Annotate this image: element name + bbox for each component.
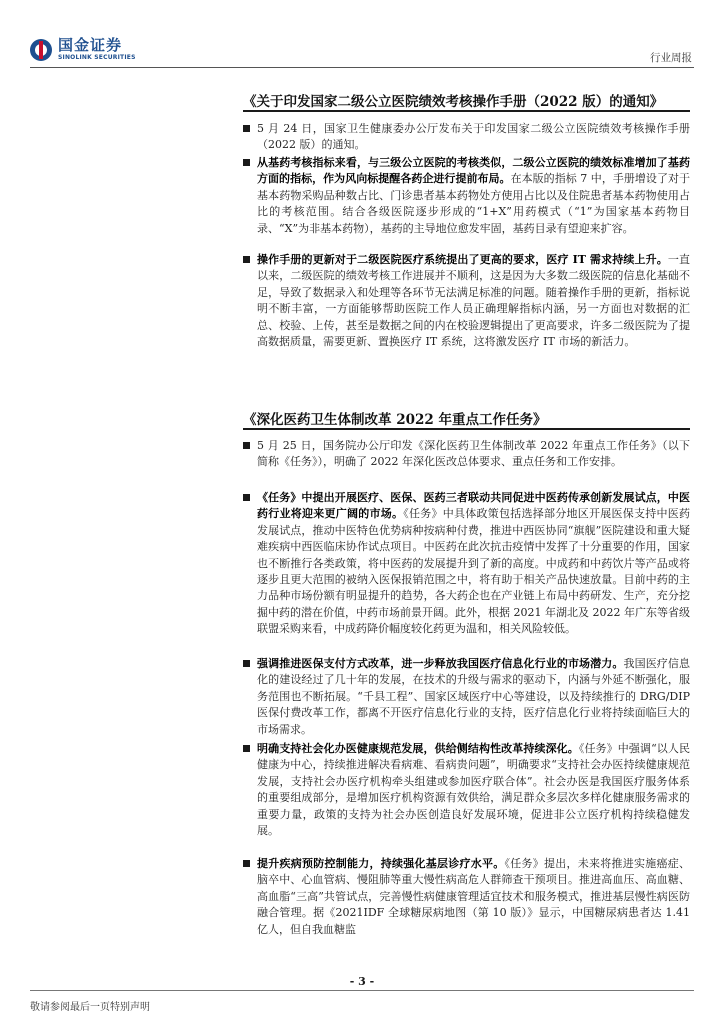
bullet-heading: 明确支持社会化办医健康规范发展，供给侧结构性改革持续深化。	[257, 742, 579, 755]
bullet-text: 在本版的指标 7 中，手册增设了对于基本药物采购品种数占比、门诊患者基本药物处方使用占比以及住院患者基本药物使用占比的考核范围。结合各级医院逐步形成的“1+X”用药模式（“1”为国家基本药物目录、“X”为非基本药物），基药的主导地位愈发牢固，基药目录有望迎来扩容。	[257, 172, 690, 235]
bullet-text: 《任务》中强调“以人民健康为中心，持续推进解决看病难、看病贵问题”，明确要求“支持社会办医持续健康规范发展，支持社会办医疗机构牵头组建或参加医疗联合体”。社会办医是我国医疗服务体系的重要组成部分，是增加医疗机构资源有效供给，满足群众多层次多样化健康服务需求的重要力量，政策的支持为社会办医创造良好发展环境，促进非公立医疗机构持续稳健发展。	[257, 742, 691, 838]
page-number: - 3 -	[349, 975, 375, 988]
disclaimer-note: 敬请参阅最后一页特别声明	[30, 1002, 150, 1013]
bullet-text: 5 月 24 日，国家卫生健康委办公厅发布关于印发国家二级公立医院绩效考核操作手册（2022 版）的通知。	[257, 122, 690, 152]
sinolink-logo-icon	[30, 39, 52, 61]
bullet-item	[243, 252, 690, 350]
bullet-text: 一直以来，二级医院的绩效考核工作进展并不顺利，这是因为大多数二级医院的信息化基础不足，导致了数据录入和处理等各环节无法满足标准的问题。随着操作手册的更新，指标说明不断丰富，一方面能够帮助医院工作人员正确理解指标内涵，另一方面也对数据的汇总、校验、上传，甚至是数据之间的内在校验逻辑提出了更高要求，许多二级医院为了提高数据质量，需要更新、置换医疗 IT 系统，这将激发医疗 IT 市场的新活力。	[257, 253, 690, 349]
bullet-heading: 《任务》中提出开展医疗、医保、医药三者联动共同促进中医药传承创新发展试点，中医药行业将迎来更广阔的市场。	[257, 491, 690, 521]
section-title: 《深化医药卫生体制改革 2022 年重点工作任务》	[243, 412, 547, 428]
bullet-heading: 操作手册的更新对于二级医院医疗系统提出了更高的要求，医疗 IT 需求持续上升。	[257, 253, 668, 266]
section-divider	[243, 428, 690, 430]
report-type: 行业周报	[650, 52, 692, 64]
bullet-item	[243, 438, 690, 471]
bullet-text: 5 月 25 日，国务院办公厅印发《深化医药卫生体制改革 2022 年重点工作任务》（以下简称《任务》），明确了 2022 年深化医改总体要求、重点任务和工作安排。	[257, 439, 690, 469]
bullet-item	[243, 155, 690, 237]
bullet-square-icon	[243, 125, 250, 132]
bullet-square-icon	[243, 256, 250, 263]
bullet-item	[243, 741, 690, 839]
company-logo	[30, 38, 136, 61]
bullet-item	[243, 490, 690, 638]
bullet-square-icon	[243, 860, 250, 867]
bullet-heading: 提升疾病预防控制能力，持续强化基层诊疗水平。	[257, 857, 505, 870]
bullet-heading: 从基药考核指标来看，与三级公立医院的考核类似，二级公立医院的绩效标准增加了基药方面的指标，作为风向标提醒各药企进行提前布局。	[257, 156, 690, 186]
bullet-text: 《任务》中具体政策包括选择部分地区开展医保支持中医药发展试点，推动中医特色优势病种按病种付费，推进中西医协同“旗舰”医院建设和重大疑难疾病中西医临床协作试点项目。中医药在此次抗击疫情中发挥了十分重要的作用，国家也不断推行各类政策，将中医药的发展提升到了新的高度。中成药和中药饮片等产品或将逐步且更大范围的被纳入医保报销范围之中，将有助于相关产品快速放量。目前中药的主力品种市场份额有明显提升的趋势，各大药企也在产业链上布局中药研发、生产，充分挖掘中药的潜在价值，中药市场前景开阔。此外，根据 2021 年湖北及 2022 年广东等省级联盟采购来看，中成药降价幅度较化药更为温和，相关风险较低。	[257, 507, 690, 636]
bullet-square-icon	[243, 745, 250, 752]
footer-divider	[30, 990, 694, 991]
bullet-square-icon	[243, 442, 250, 449]
logo-en-text: SINOLINK SECURITIES	[58, 54, 136, 61]
bullet-text: 我国医疗信息化的建设经过了几十年的发展，在技术的升级与需求的驱动下，内涵与外延不断强化，服务范围也不断拓展。“千县工程”、国家区域医疗中心等建设，以及持续推行的 DRG/DIP 医保付费改革工作，都离不开医疗信息化行业的支持，医疗信息化行业将持续面临巨大的市场需求。	[257, 657, 691, 736]
bullet-square-icon	[243, 660, 250, 667]
section-title: 《关于印发国家二级公立医院绩效考核操作手册（2022 版）的通知》	[243, 94, 664, 110]
bullet-square-icon	[243, 494, 250, 501]
bullet-item	[243, 856, 690, 938]
bullet-heading: 强调推进医保支付方式改革，进一步释放我国医疗信息化行业的市场潜力。	[257, 657, 624, 670]
header-divider	[30, 67, 694, 68]
page-header	[0, 0, 724, 70]
bullet-text: 《任务》提出，未来将推进实施癌症、脑卒中、心血管病、慢阻肺等重大慢性病高危人群筛查干预项目。推进高血压、高血糖、高血脂“三高”共管试点，完善慢性病健康管理适宜技术和服务模式，推进基层慢性病医防融合管理。据《2021IDF 全球糖尿病地图（第 10 版）》显示，中国糖尿病患者达 1.41 亿人，但自我血糖监	[257, 857, 690, 936]
bullet-square-icon	[243, 159, 250, 166]
bullet-item	[243, 656, 690, 738]
bullet-item	[243, 121, 690, 154]
section-divider	[243, 110, 690, 112]
logo-cn-text: 国金证券	[58, 36, 123, 54]
